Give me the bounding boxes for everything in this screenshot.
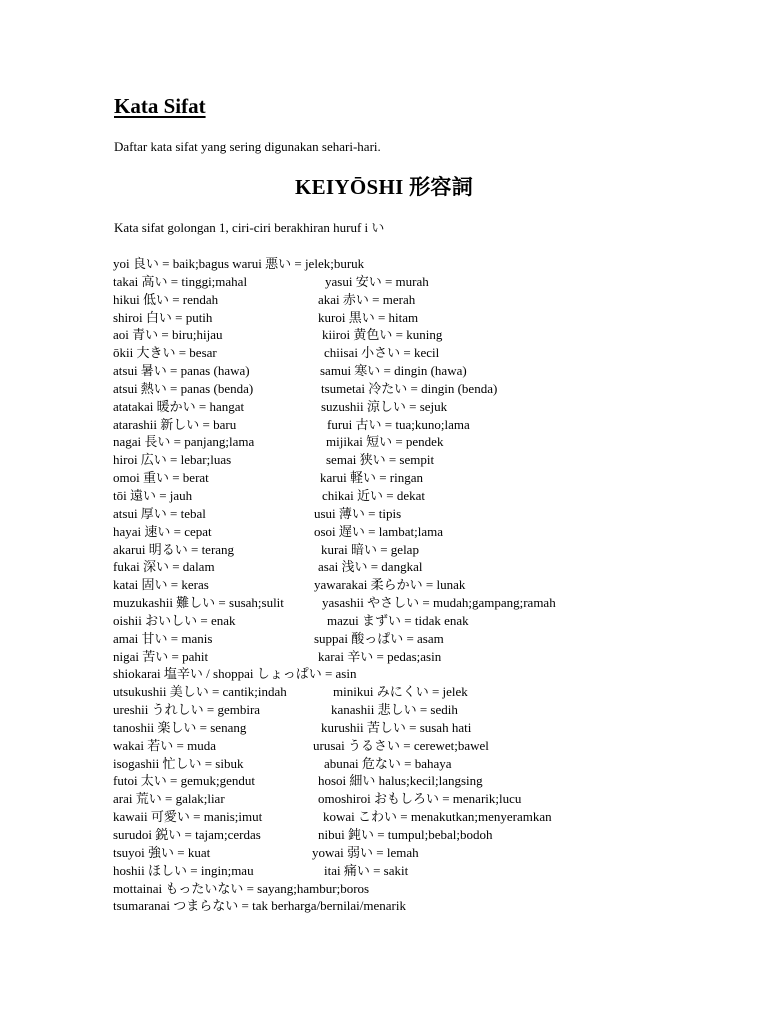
page-title: Kata Sifat (114, 94, 206, 118)
vocab-entry-right: mazui まずい = tidak enak (327, 612, 469, 628)
vocab-entry-left: omoi 重い = berat (113, 470, 209, 486)
vocab-row (0, 433, 768, 451)
vocab-entry-left: oishii おいしい = enak (113, 612, 236, 628)
vocab-entry-left: tsumaranai つまらない = tak berharga/bernilai/menarik (113, 898, 407, 914)
vocab-row (0, 541, 768, 559)
vocab-entry-right: kowai こわい = menakutkan;menyeramkan (323, 809, 552, 825)
vocab-entry-left: atatakai 暖かい = hangat (113, 398, 245, 414)
vocab-entry-left: atsui 厚い = tebal (113, 505, 206, 521)
vocab-entry-right: nibui 鈍い = tumpul;bebal;bodoh (318, 827, 493, 842)
vocab-entry-left: tōi 遠い = jauh (113, 487, 193, 503)
vocab-row (0, 880, 768, 898)
vocab-entry-left: amai 甘い = manis (113, 630, 213, 646)
vocab-row (0, 772, 768, 790)
vocab-entry-left: hoshii ほしい = ingin;mau (113, 862, 254, 878)
vocab-row (0, 701, 768, 719)
vocab-row (0, 309, 768, 327)
vocab-row (0, 326, 768, 344)
vocab-entry-right: akai 赤い = merah (318, 291, 416, 307)
vocab-entry-left: hiroi 広い = lebar;luas (113, 452, 232, 468)
vocab-entry-right: chikai 近い = dekat (322, 487, 425, 503)
vocab-entry-left: takai 高い = tinggi;mahal (113, 273, 248, 289)
vocab-entry-left: surudoi 鋭い = tajam;cerdas (113, 827, 261, 842)
vocab-row (0, 398, 768, 416)
vocab-entry-right: yasui 安い = murah (325, 273, 429, 289)
vocab-entry-right: yasashii やさしい = mudah;gampang;ramah (322, 595, 556, 611)
vocab-entry-right: yawarakai 柔らかい = lunak (314, 577, 466, 593)
vocab-entry-left: atarashii 新しい = baru (113, 416, 237, 432)
vocab-entry-right: semai 狭い = sempit (326, 452, 435, 468)
vocab-entry-right: mijikai 短い = pendek (326, 434, 444, 450)
vocab-entry-left: atsui 暑い = panas (hawa) (113, 363, 250, 379)
vocab-entry-left: fukai 深い = dalam (113, 559, 215, 575)
vocab-entry-right: furui 古い = tua;kuno;lama (327, 416, 470, 432)
intro-text: Daftar kata sifat yang sering digunakan sehari-hari. (114, 139, 381, 154)
vocab-entry-right: suppai 酸っぱい = asam (314, 630, 444, 646)
vocab-entry-right: kurai 暗い = gelap (321, 541, 419, 557)
vocab-row (0, 719, 768, 737)
vocab-row (0, 416, 768, 434)
vocab-entry-left: nigai 苦い = pahit (113, 648, 209, 664)
vocab-entry-right: itai 痛い = sakit (324, 862, 409, 878)
vocab-row (0, 790, 768, 808)
vocab-row (0, 665, 768, 683)
vocab-row (0, 683, 768, 701)
vocab-entry-right: samui 寒い = dingin (hawa) (320, 363, 467, 379)
vocab-entry-right: urusai うるさい = cerewet;bawel (313, 737, 489, 753)
vocab-entry-right: karui 軽い = ringan (320, 470, 424, 486)
vocab-entry-left: katai 固い = keras (113, 577, 209, 593)
vocab-entry-left: hikui 低い = rendah (113, 291, 219, 307)
vocab-entry-left: shiroi 白い = putih (113, 309, 213, 325)
vocab-entry-right: karai 辛い = pedas;asin (318, 648, 442, 664)
vocab-list (0, 255, 768, 915)
vocab-row (0, 380, 768, 398)
vocab-row (0, 344, 768, 362)
vocab-row (0, 594, 768, 612)
vocab-entry-right: minikui みにくい = jelek (333, 684, 468, 700)
vocab-row (0, 451, 768, 469)
vocab-entry-right: hosoi 細い halus;kecil;langsing (318, 773, 483, 789)
vocab-entry-right: abunai 危ない = bahaya (324, 755, 452, 771)
vocab-entry-right: kiiroi 黄色い = kuning (322, 327, 443, 343)
vocab-entry-left: tsuyoi 強い = kuat (113, 844, 211, 860)
vocab-row (0, 897, 768, 915)
vocab-row (0, 737, 768, 755)
vocab-row (0, 576, 768, 594)
vocab-entry-right: tsumetai 冷たい = dingin (benda) (321, 380, 498, 396)
vocab-entry-left: aoi 青い = biru;hijau (113, 327, 223, 343)
vocab-row (0, 469, 768, 487)
vocab-row (0, 505, 768, 523)
vocab-entry-left: hayai 速い = cepat (113, 523, 212, 539)
vocab-row (0, 612, 768, 630)
vocab-row (0, 273, 768, 291)
vocab-entry-left: ōkii 大きい = besar (113, 345, 217, 361)
vocab-entry-left: tanoshii 楽しい = senang (113, 719, 247, 735)
vocab-row (0, 362, 768, 380)
vocab-entry-right: suzushii 涼しい = sejuk (321, 398, 448, 414)
vocab-row (0, 844, 768, 862)
vocab-entry-right: usui 薄い = tipis (314, 505, 402, 521)
vocab-row (0, 630, 768, 648)
vocab-entry-right: kurushii 苦しい = susah hati (321, 719, 472, 735)
vocab-entry-left: futoi 太い = gemuk;gendut (113, 773, 256, 789)
group-label: Kata sifat golongan 1, ciri-ciri berakhiran huruf i い (114, 220, 385, 235)
vocab-entry-left: utsukushii 美しい = cantik;indah (113, 684, 287, 700)
vocab-entry-right: yowai 弱い = lemah (312, 844, 419, 860)
vocab-entry-right: kuroi 黒い = hitam (318, 309, 419, 325)
vocab-entry-right: kanashii 悲しい = sedih (331, 702, 458, 718)
vocab-row (0, 523, 768, 541)
vocab-row (0, 255, 768, 273)
vocab-entry-left: yoi 良い = baik;bagus warui 悪い = jelek;buruk (113, 256, 365, 271)
vocab-entry-left: muzukashii 難しい = susah;sulit (113, 595, 284, 611)
vocab-entry-left: akarui 明るい = terang (113, 541, 235, 557)
vocab-row (0, 862, 768, 880)
vocab-row (0, 648, 768, 666)
section-heading: KEIYŌSHI 形容詞 (294, 175, 474, 199)
vocab-row (0, 558, 768, 576)
vocab-entry-left: shiokarai 塩辛い / shoppai しょっぱい = asin (113, 666, 357, 682)
vocab-entry-left: atsui 熱い = panas (benda) (113, 380, 254, 396)
vocab-entry-left: mottainai もったいない = sayang;hambur;boros (113, 880, 370, 896)
vocab-row (0, 291, 768, 309)
vocab-row (0, 487, 768, 505)
vocab-entry-right: chiisai 小さい = kecil (324, 345, 440, 361)
vocab-entry-right: omoshiroi おもしろい = menarik;lucu (318, 791, 522, 807)
vocab-entry-left: isogashii 忙しい = sibuk (113, 755, 244, 771)
vocab-entry-right: asai 浅い = dangkal (318, 559, 423, 575)
vocab-entry-left: arai 荒い = galak;liar (113, 791, 225, 807)
vocab-row (0, 808, 768, 826)
vocab-entry-left: nagai 長い = panjang;lama (113, 434, 255, 450)
vocab-entry-left: kawaii 可愛い = manis;imut (113, 809, 263, 825)
vocab-row (0, 755, 768, 773)
vocab-entry-left: wakai 若い = muda (113, 737, 217, 753)
vocab-entry-right: osoi 遅い = lambat;lama (314, 523, 444, 539)
vocab-entry-left: ureshii うれしい = gembira (113, 702, 261, 718)
vocab-row (0, 826, 768, 844)
